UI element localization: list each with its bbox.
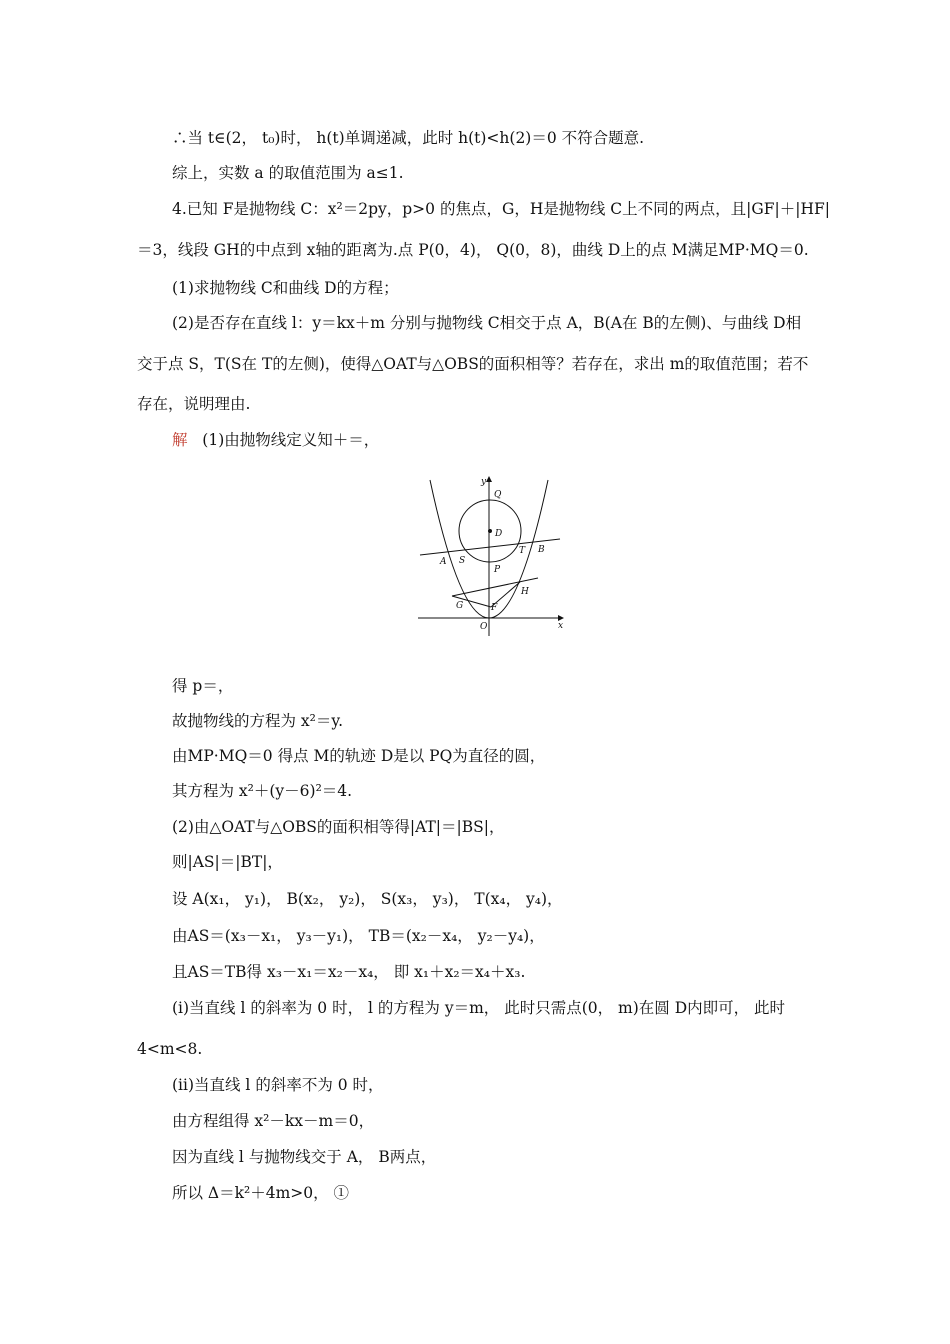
sol-line-13: 由方程组得 x²－kx－m＝0， xyxy=(172,1112,375,1130)
label-s: S xyxy=(459,556,466,566)
sol-line-8: 由AS＝(x₃－x₁， y₃－y₁)， TB＝(x₂－x₄， y₂－y₄)， xyxy=(172,927,545,945)
sol-line-5: (2)由△OAT与△OBS的面积相等得|AT|＝|BS|， xyxy=(172,818,505,836)
problem-4-part-2-line-1: (2)是否存在直线 l：y＝kx＋m 分别与抛物线 C相交于点 A，B(A在 B的左侧)、与曲线 D相 xyxy=(172,314,802,332)
sol-line-11: 4<m<8. xyxy=(137,1040,203,1058)
figure-svg xyxy=(412,466,578,642)
label-d: D xyxy=(495,529,503,539)
label-h: H xyxy=(521,587,529,597)
sol-line-14: 因为直线 l 与抛物线交于 A， B两点， xyxy=(172,1148,437,1166)
label-f: F xyxy=(491,603,498,613)
problem-4-line-1: 4.已知 F是抛物线 C：x²＝2py，p>0 的焦点，G，H是抛物线 C上不同的两点，且|GF|＋|HF| xyxy=(172,200,830,218)
sol-line-2: 故抛物线的方程为 x²＝y. xyxy=(172,712,344,730)
problem-4-part-1: (1)求抛物线 C和曲线 D的方程； xyxy=(172,279,399,297)
label-o: O xyxy=(480,622,488,632)
sol-line-12: (ⅱ)当直线 l 的斜率不为 0 时， xyxy=(172,1076,384,1094)
label-y: y xyxy=(481,477,487,487)
problem-4-part-2-line-3: 存在，说明理由. xyxy=(137,395,251,413)
label-x: x xyxy=(558,621,564,631)
y-arrow-icon xyxy=(486,476,492,482)
line-1: ∴当 t∈(2， t₀)时， h(t)单调递减，此时 h(t)<h(2)＝0 不符合题意. xyxy=(172,129,645,147)
parabola-circle-figure xyxy=(412,466,578,642)
sol-line-6: 则|AS|＝|BT|， xyxy=(172,853,283,871)
sol-line-9: 且AS＝TB得 x₃－x₁＝x₂－x₄， 即 x₁＋x₂＝x₄＋x₃. xyxy=(172,963,526,981)
problem-4-part-2-line-2: 交于点 S，T(S在 T的左侧)，使得△OAT与△OBS的面积相等？若存在，求出 m的取值范围；若不 xyxy=(137,355,809,373)
sol-line-4: 其方程为 x²＋(y－6)²＝4. xyxy=(172,782,353,800)
label-b: B xyxy=(538,545,545,555)
sol-line-10: (ⅰ)当直线 l 的斜率为 0 时， l 的方程为 y＝m， 此时只需点(0， m)在圆 D内即可， 此时 xyxy=(172,999,786,1017)
sol-line-1: 得 p＝， xyxy=(172,677,234,695)
label-a: A xyxy=(440,557,447,567)
problem-4-line-2: ＝3，线段 GH的中点到 x轴的距离为.点 P(0，4)， Q(0，8)，曲线 D上的点 M满足MP·MQ＝0. xyxy=(137,241,809,259)
solution-label: 解 xyxy=(172,431,188,449)
label-t: T xyxy=(519,546,526,556)
solution-line xyxy=(172,430,379,450)
line-2: 综上，实数 a 的取值范围为 a≤1. xyxy=(172,164,404,182)
sol-line-3: 由MP·MQ＝0 得点 M的轨迹 D是以 PQ为直径的圆， xyxy=(172,747,546,765)
label-p: P xyxy=(494,565,501,575)
label-g: G xyxy=(456,601,464,611)
solution-first: (1)由抛物线定义知＋＝， xyxy=(202,431,380,449)
circle-center xyxy=(488,529,492,533)
sol-line-7: 设 A(x₁， y₁)， B(x₂， y₂)， S(x₃， y₃)， T(x₄， y₄)， xyxy=(172,890,563,908)
sol-line-15: 所以 Δ＝k²＋4m>0， ① xyxy=(172,1184,350,1202)
label-q: Q xyxy=(494,490,502,500)
